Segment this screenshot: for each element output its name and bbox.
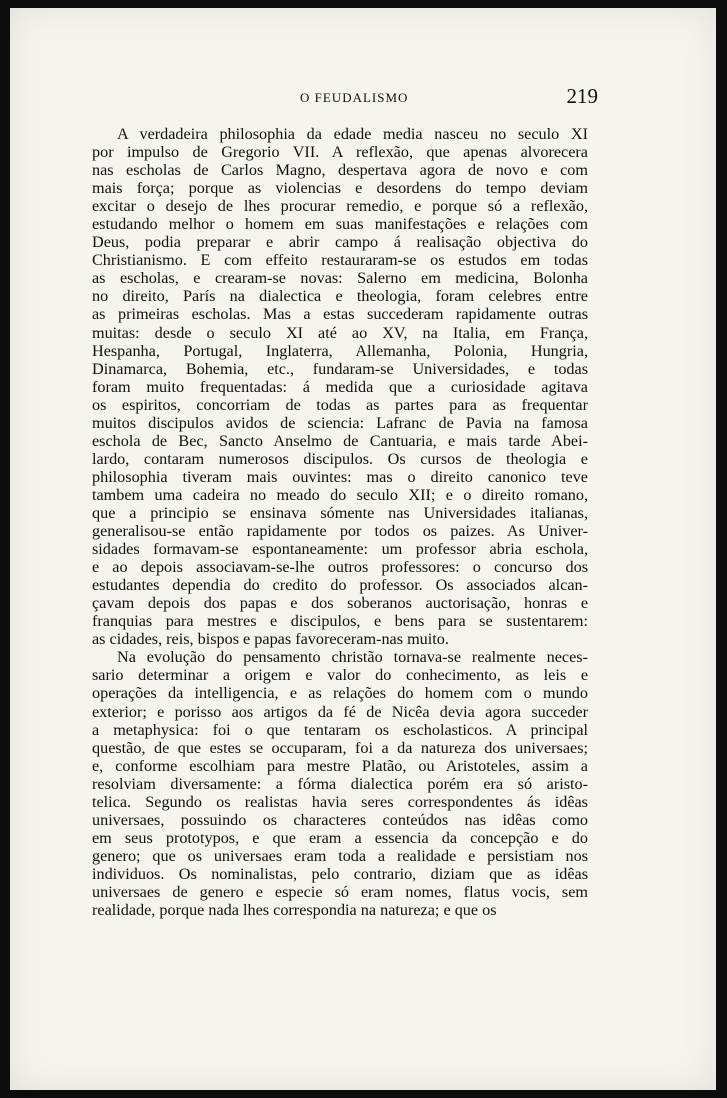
text-line: operações da intelligencia, e as relações do homem com o mundo — [92, 684, 588, 703]
text-line: çavam depois dos papas e dos soberanos auctorisação, honras e — [92, 594, 588, 613]
text-line: estudantes dependia do credito do professor. Os associados alcan- — [92, 576, 588, 595]
text-line: e ao depois associavam-se-lhe outros professores: o concurso dos — [92, 558, 588, 577]
text-line: sidades formavam-se espontaneamente: um professor abria eschola, — [92, 540, 588, 559]
text-line: Dinamarca, Bohemia, etc., fundaram-se Universidades, e todas — [92, 359, 588, 378]
text-line: eschola de Bec, Sancto Anselmo de Cantuaria, e mais tarde Abei- — [92, 431, 588, 450]
text-line: estudando melhor o homem em suas manifestações e relações com — [92, 215, 588, 234]
text-line: em seus prototypos, e que eram a essencia da concepção e do — [92, 828, 588, 847]
text-line: por impulso de Gregorio VII. A reflexão, que apenas alvorecera — [92, 143, 588, 162]
body-text — [92, 125, 588, 919]
text-line: nas escholas de Carlos Magno, despertava agora de novo e com — [92, 161, 588, 180]
text-line: realidade, porque nada lhes correspondia na natureza; e que os — [92, 901, 497, 920]
text-line: Christianismo. E com effeito restauraram-se os estudos em todas — [92, 251, 588, 270]
text-line: resolviam diversamente: a fórma dialectica porém era só aristo- — [92, 774, 588, 793]
text-line: sario determinar a origem e valor do conhecimento, as leis e — [92, 666, 588, 685]
text-line: tambem uma cadeira no meado do seculo XII; e o direito romano, — [92, 485, 588, 504]
text-line: lardo, contaram numerosos discipulos. Os cursos de theologia e — [92, 449, 588, 468]
text-line: Na evolução do pensamento christão tornava-se realmente neces- — [117, 648, 588, 667]
text-line: individuos. Os nominalistas, pelo contrario, diziam que as idêas — [92, 864, 588, 883]
text-line: Hespanha, Portugal, Inglaterra, Allemanha, Polonia, Hungria, — [92, 341, 588, 360]
text-line: as escholas, e crearam-se novas: Salerno em medicina, Bolonha — [92, 269, 588, 288]
text-line: e, conforme escolhiam para mestre Platão, ou Aristoteles, assim a — [92, 756, 588, 775]
text-line: philosophia tiveram mais ouvintes: mas o direito canonico teve — [92, 467, 588, 486]
text-line: telica. Segundo os realistas havia seres correspondentes ás idêas — [92, 792, 588, 811]
text-line: foram muito frequentadas: á medida que a curiosidade agitava — [92, 377, 588, 396]
text-line: universaes de genero e especie só eram nomes, flatus vocis, sem — [92, 882, 588, 901]
running-title: O FEUDALISMO — [300, 90, 409, 105]
text-line: A verdadeira philosophia da edade media nasceu no seculo XI — [117, 125, 588, 143]
text-line: Deus, podia preparar e abrir campo á realisação objectiva do — [92, 233, 588, 252]
text-line: questão, de que estes se occuparam, foi a da natureza dos universaes; — [92, 738, 588, 757]
text-line: as cidades, reis, bispos e papas favoreceram-nas muito. — [92, 630, 449, 649]
text-line: universaes, possuindo os characteres conteúdos nas idêas como — [92, 810, 588, 829]
page-header — [102, 86, 598, 114]
text-line: os espiritos, concorriam de todas as partes para as frequentar — [92, 395, 588, 414]
text-line: generalisou-se então rapidamente por todos os paizes. As Univer- — [92, 522, 588, 541]
text-line: as primeiras escholas. Mas a estas succederam rapidamente outras — [92, 305, 588, 324]
text-line: excitar o desejo de lhes procurar remedio, e porque só a reflexão, — [92, 197, 588, 216]
text-line: a metaphysica: foi o que tentaram os escholasticos. A principal — [92, 720, 588, 739]
text-line: mais força; porque as violencias e desordens do tempo deviam — [92, 179, 588, 198]
text-line: no direito, París na dialectica e theologia, foram celebres entre — [92, 287, 588, 306]
page-number: 219 — [566, 84, 598, 108]
paragraph — [92, 125, 588, 648]
text-line: que a principio se ensinava sómente nas Universidades italianas, — [92, 503, 588, 522]
text-line: exterior; e porisso aos artigos da fé de Nicêa devia agora succeder — [92, 702, 588, 721]
text-line: muitos discipulos avidos de sciencia: Lafranc de Pavia na famosa — [92, 413, 588, 432]
text-line: franquias para mestres e discipulos, e bens para se sustentarem: — [92, 612, 588, 631]
text-line: muitas: desde o seculo XI até ao XV, na Italia, em França, — [92, 323, 588, 342]
paragraph — [92, 648, 588, 919]
text-line: genero; que os universaes eram toda a realidade e persistiam nos — [92, 846, 588, 865]
